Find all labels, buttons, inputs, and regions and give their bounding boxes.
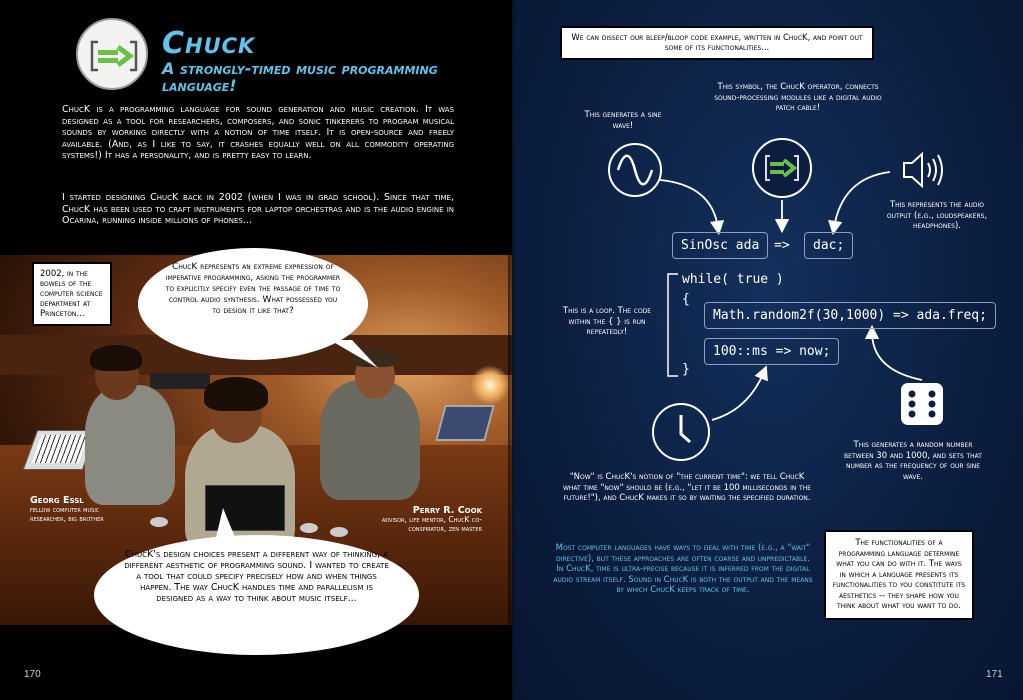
code-sinosc: SinOsc ada xyxy=(672,232,768,259)
page-number-left: 170 xyxy=(24,669,41,680)
chuck-logo xyxy=(76,18,148,90)
dissect-intro-box: We can dissect our bleep/bloop code example, written in ChucK, and point out some of its functionalities... xyxy=(560,26,874,60)
perry-name: Perry R. Cook xyxy=(412,505,482,516)
bubble-tail-top xyxy=(330,340,380,370)
book-gutter xyxy=(508,0,516,700)
chuck-operator-note: This symbol, the ChucK operator, connects sound-processing modules like a digital audio patch cable! xyxy=(714,82,882,113)
caption-2002: 2002, in the bowels of the computer science department at Princeton... xyxy=(32,262,112,326)
chuck-operator-icon xyxy=(78,20,150,92)
page-number-right: 171 xyxy=(986,669,1003,680)
right-page xyxy=(512,0,1023,700)
speech-bubble-answer: ChucK's design choices present a different way of thinking, a different aesthetic of programming sound. I wanted to create a tool that could specify precisely how and when things happen. The way ChucK handles time and parallelism is designed as a way to think about music itself... xyxy=(94,535,419,655)
perry-role: advisor, life mentor, ChucK co-conspirator, zen master xyxy=(381,515,482,533)
sine-note: This generates a sine wave! xyxy=(584,110,662,131)
code-chuck-arrow: => xyxy=(774,238,790,253)
history-paragraph: I started designing ChucK back in 2002 (when I was in grad school). Since that time, ChucK has been used to craft instruments for laptop orchestras and is the audio engine in Ocarina, running inside millions of phones... xyxy=(62,192,454,226)
code-open-brace: { xyxy=(682,292,690,307)
caption-georg xyxy=(30,496,110,523)
audio-output-note: This represents the audio output (e.g., loudspeakers, headphones). xyxy=(886,200,988,231)
georg-name: Georg Essl xyxy=(30,495,84,506)
code-ms-now: 100::ms => now; xyxy=(704,338,839,365)
code-dac: dac; xyxy=(804,232,853,259)
page-title: Chuck xyxy=(162,26,256,61)
loop-note: This is a loop. The code within the { } is run repeatedly! xyxy=(562,306,652,337)
speech-bubble-question: ChucK represents an extreme expression of imperative programming, asking the programmer to explicitly specify even the passage of time to control audio synthesis. What possessed you to design it like that? xyxy=(138,248,368,360)
georg-role: fellow computer music researcher, big brother xyxy=(30,505,104,523)
code-random: Math.random2f(30,1000) => ada.freq; xyxy=(704,302,996,329)
code-while: while( true ) xyxy=(682,272,784,287)
random-note: This generates a random number between 30 and 1000, and sets that number as the frequency of our sine wave. xyxy=(844,440,982,482)
page-subtitle: A strongly-timed music programming language! xyxy=(162,59,438,95)
functionality-box: The functionalities of a programming language determine what you can do with it. The ways in which a language presents its functionalities to you constitute its aesthetics -- they shape how you think about what you want to do. xyxy=(824,530,974,620)
code-close-brace: } xyxy=(682,362,690,377)
caption-perry xyxy=(360,506,482,533)
intro-paragraph: ChucK is a programming language for sound generation and music creation. It was designed as a tool for researchers, composers, and sonic tinkerers to program musical sounds by working directly with a notion of time itself. It is open-source and freely available. (And, as I like to say, it crashes equally well on all commodity operating systems!) It has a personality, and is pretty easy to learn. xyxy=(62,104,454,161)
now-note: "Now" is ChucK's notion of "the current time": we tell ChucK what time "now" should be (e.g., "let it be 100 milliseconds in the future!"), and ChucK makes it so by waiting the specified duration. xyxy=(562,472,812,503)
time-explanation: Most computer languages have ways to deal with time (e.g., a "wait" directive), but these approaches are often coarse and unpredictable. In ChucK, time is ultra-precise because it is inferred from the digital audio stream itself. Sound in ChucK is both the output and the means by which ChucK keeps track of time. xyxy=(553,543,813,595)
